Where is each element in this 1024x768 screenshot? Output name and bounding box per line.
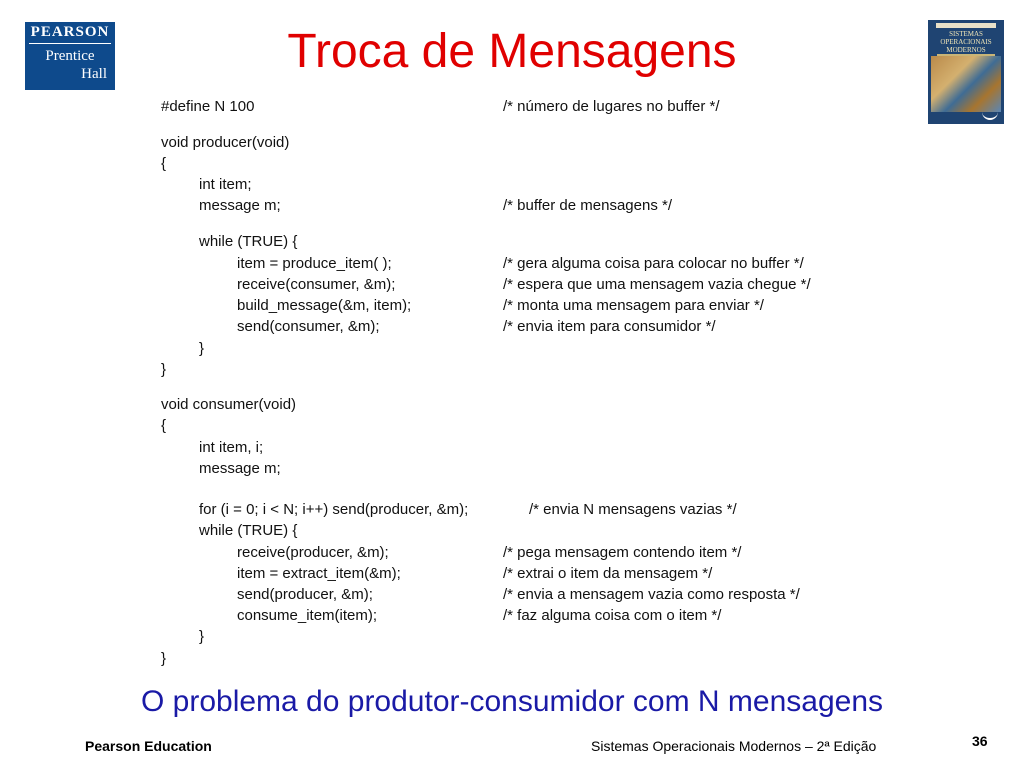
code-line: }: [161, 361, 167, 378]
code-line: while (TRUE) {: [199, 233, 298, 250]
code-line: #define N 100: [161, 98, 255, 115]
code-line: void producer(void): [161, 134, 290, 151]
code-line: item = produce_item( );: [237, 255, 392, 272]
code-comment: /* gera alguma coisa para colocar no buffer */: [503, 255, 804, 272]
code-comment: /* buffer de mensagens */: [503, 197, 672, 214]
code-line: {: [161, 155, 167, 172]
code-line: consume_item(item);: [237, 607, 378, 624]
code-line: for (i = 0; i < N; i++) send(producer, &m);: [199, 501, 469, 518]
code-line: }: [161, 650, 167, 667]
publisher-swoosh-icon: [982, 110, 998, 120]
code-comment: /* espera que uma mensagem vazia chegue */: [503, 276, 811, 293]
code-line: message m;: [199, 197, 281, 214]
code-line: void consumer(void): [161, 396, 297, 413]
code-comment: /* número de lugares no buffer */: [503, 98, 720, 115]
footer-book-title: Sistemas Operacionais Modernos – 2ª Edição: [591, 738, 877, 754]
code-comment: /* envia a mensagem vazia como resposta */: [503, 586, 800, 603]
book-cover-image: [928, 20, 1004, 124]
slide-title: Troca de Mensagens: [287, 25, 737, 78]
code-line: build_message(&m, item);: [237, 297, 412, 314]
code-comment: /* pega mensagem contendo item */: [503, 544, 742, 561]
code-line: message m;: [199, 460, 281, 477]
code-comment: /* faz alguma coisa com o item */: [503, 607, 722, 624]
code-line: {: [161, 417, 167, 434]
book-cover-title-line: SISTEMAS: [949, 30, 983, 38]
code-line: int item;: [199, 176, 252, 193]
code-line: int item, i;: [199, 439, 264, 456]
code-line: while (TRUE) {: [199, 522, 298, 539]
code-line: item = extract_item(&m);: [237, 565, 401, 582]
code-comment: /* extrai o item da mensagem */: [503, 565, 713, 582]
code-comment: /* envia item para consumidor */: [503, 318, 716, 335]
logo-line-pearson: PEARSON: [30, 24, 110, 40]
code-line: receive(producer, &m);: [237, 544, 389, 561]
code-line: send(consumer, &m);: [237, 318, 380, 335]
book-cover-title-line: OPERACIONAIS: [940, 38, 992, 46]
book-cover-title-line: MODERNOS: [946, 46, 986, 54]
figure-caption: O problema do produtor-consumidor com N mensagens: [140, 685, 884, 718]
footer-publisher: Pearson Education: [85, 738, 212, 754]
logo-line-prentice: Prentice: [45, 48, 95, 64]
code-line: }: [199, 628, 205, 645]
code-comment: /* envia N mensagens vazias */: [529, 501, 737, 518]
code-line: receive(consumer, &m);: [237, 276, 396, 293]
code-line: send(producer, &m);: [237, 586, 373, 603]
code-line: }: [199, 340, 205, 357]
book-cover-artwork: [931, 56, 1001, 112]
page-number: 36: [972, 733, 988, 749]
logo-line-hall: Hall: [81, 66, 107, 82]
book-cover-author-strip: [936, 23, 996, 28]
code-comment: /* monta uma mensagem para enviar */: [503, 297, 764, 314]
